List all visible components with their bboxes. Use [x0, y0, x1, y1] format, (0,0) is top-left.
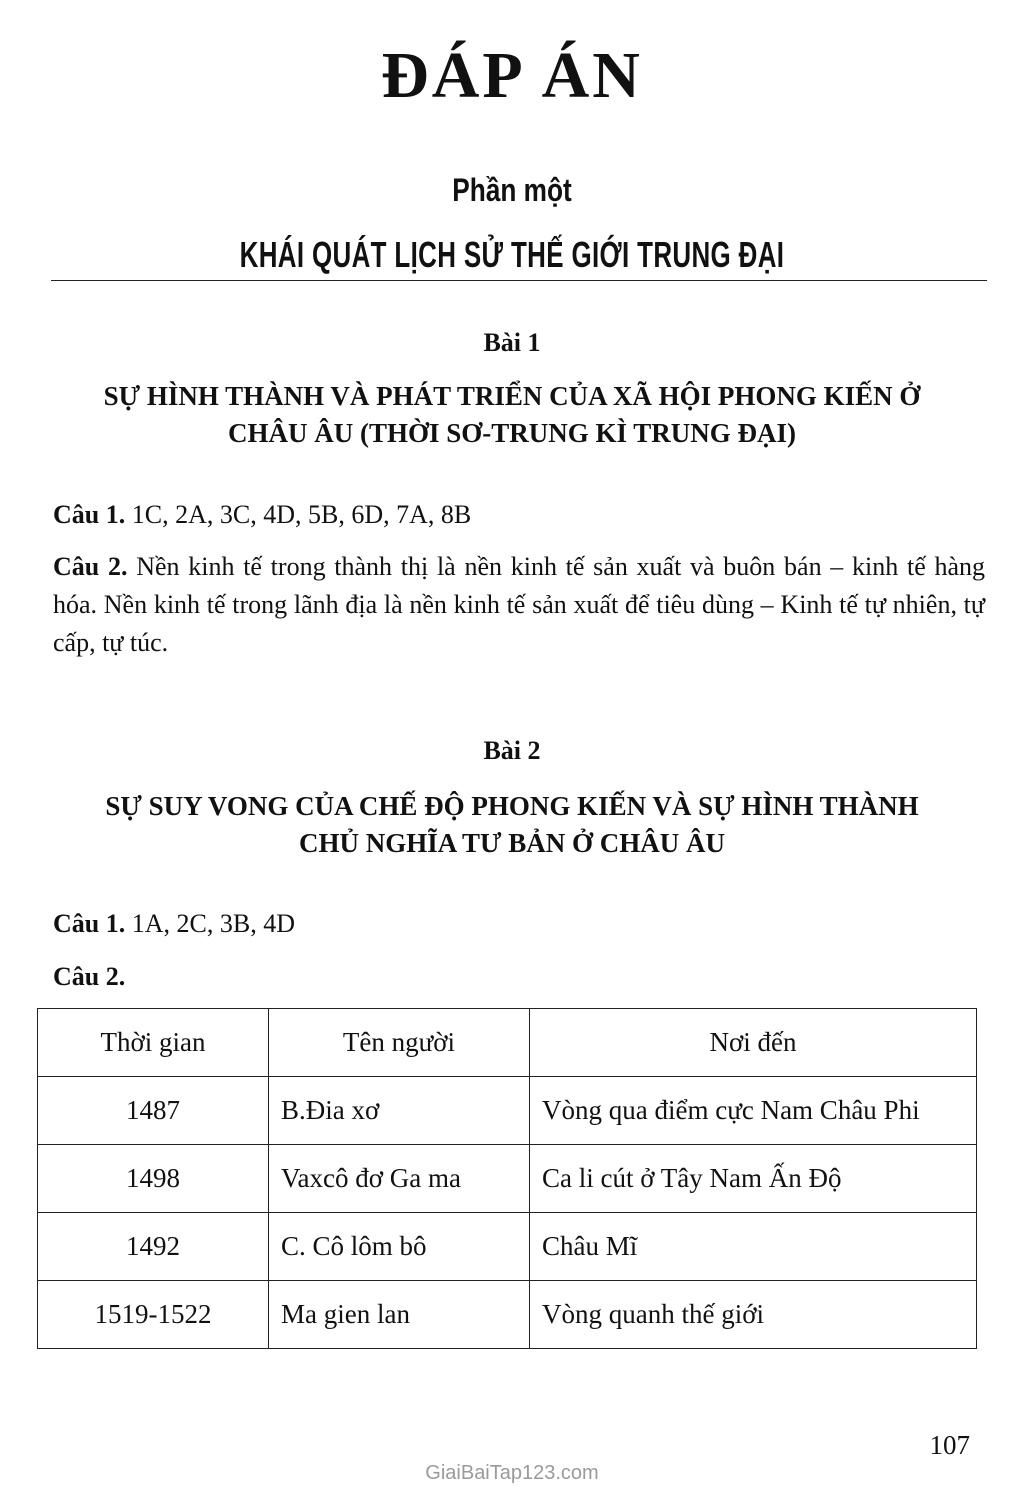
lesson-2-number: Bài 2	[483, 736, 541, 765]
table-row	[38, 1145, 977, 1213]
cell-time: 1519-1522	[38, 1281, 269, 1349]
table-row	[38, 1077, 977, 1145]
question-answer: 1C, 2A, 3C, 4D, 5B, 6D, 7A, 8B	[131, 500, 472, 529]
lesson-1-title-line-1: SỰ HÌNH THÀNH VÀ PHÁT TRIỂN CỦA XÃ HỘI PHONG KIẾN Ở	[103, 381, 921, 411]
question-answer: 1A, 2C, 3B, 4D	[131, 909, 295, 938]
lesson-2-title-line-1: SỰ SUY VONG CỦA CHẾ ĐỘ PHONG KIẾN VÀ SỰ HÌNH THÀNH	[105, 791, 919, 821]
lesson-1-question-2	[53, 548, 985, 662]
explorers-table	[37, 1008, 977, 1349]
cell-destination: Châu Mĩ	[530, 1213, 977, 1281]
lesson-2-title-line-2: CHỦ NGHĨA TƯ BẢN Ở CHÂU ÂU	[298, 828, 726, 858]
column-header-time: Thời gian	[38, 1009, 269, 1077]
cell-time: 1487	[38, 1077, 269, 1145]
question-label: Câu 1.	[53, 500, 126, 529]
lesson-1-question-1	[53, 496, 985, 534]
lesson-1-number: Bài 1	[483, 328, 541, 357]
cell-person: Ma gien lan	[269, 1281, 530, 1349]
lesson-2-question-1	[53, 905, 985, 943]
cell-person: B.Đia xơ	[269, 1077, 530, 1145]
column-header-destination: Nơi đến	[530, 1009, 977, 1077]
part-title: KHÁI QUÁT LỊCH SỬ THẾ GIỚI TRUNG ĐẠI	[239, 234, 785, 275]
cell-destination: Vòng qua điểm cực Nam Châu Phi	[530, 1077, 977, 1145]
lesson-2-question-2	[53, 958, 985, 996]
question-label: Câu 2.	[53, 552, 128, 581]
page-number: 107	[929, 1430, 970, 1460]
table-row	[38, 1281, 977, 1349]
part-label: Phần một	[452, 172, 572, 208]
table-row	[38, 1213, 977, 1281]
question-label: Câu 1.	[53, 909, 126, 938]
question-answer: Nền kinh tế trong thành thị là nền kinh tế sản xuất và buôn bán – kinh tế hàng hóa. Nền kinh tế trong lãnh địa là nền kinh tế sản xuất để tiêu dùng – Kinh tế tự nhiên, tự cấp, tự túc.	[53, 552, 985, 657]
title-divider	[51, 280, 987, 281]
cell-destination: Vòng quanh thế giới	[530, 1281, 977, 1349]
lesson-2-title	[40, 788, 984, 862]
page-title: ĐÁP ÁN	[381, 39, 643, 112]
cell-time: 1498	[38, 1145, 269, 1213]
cell-person: Vaxcô đơ Ga ma	[269, 1145, 530, 1213]
watermark: GiaiBaiTap123.com	[425, 1462, 599, 1484]
question-label: Câu 2.	[53, 962, 126, 991]
table-header-row	[38, 1009, 977, 1077]
column-header-person: Tên người	[269, 1009, 530, 1077]
cell-time: 1492	[38, 1213, 269, 1281]
cell-person: C. Cô lôm bô	[269, 1213, 530, 1281]
lesson-1-title	[40, 378, 984, 452]
lesson-1-title-line-2: CHÂU ÂU (THỜI SƠ-TRUNG KÌ TRUNG ĐẠI)	[227, 418, 797, 448]
cell-destination: Ca li cút ở Tây Nam Ấn Độ	[530, 1145, 977, 1213]
